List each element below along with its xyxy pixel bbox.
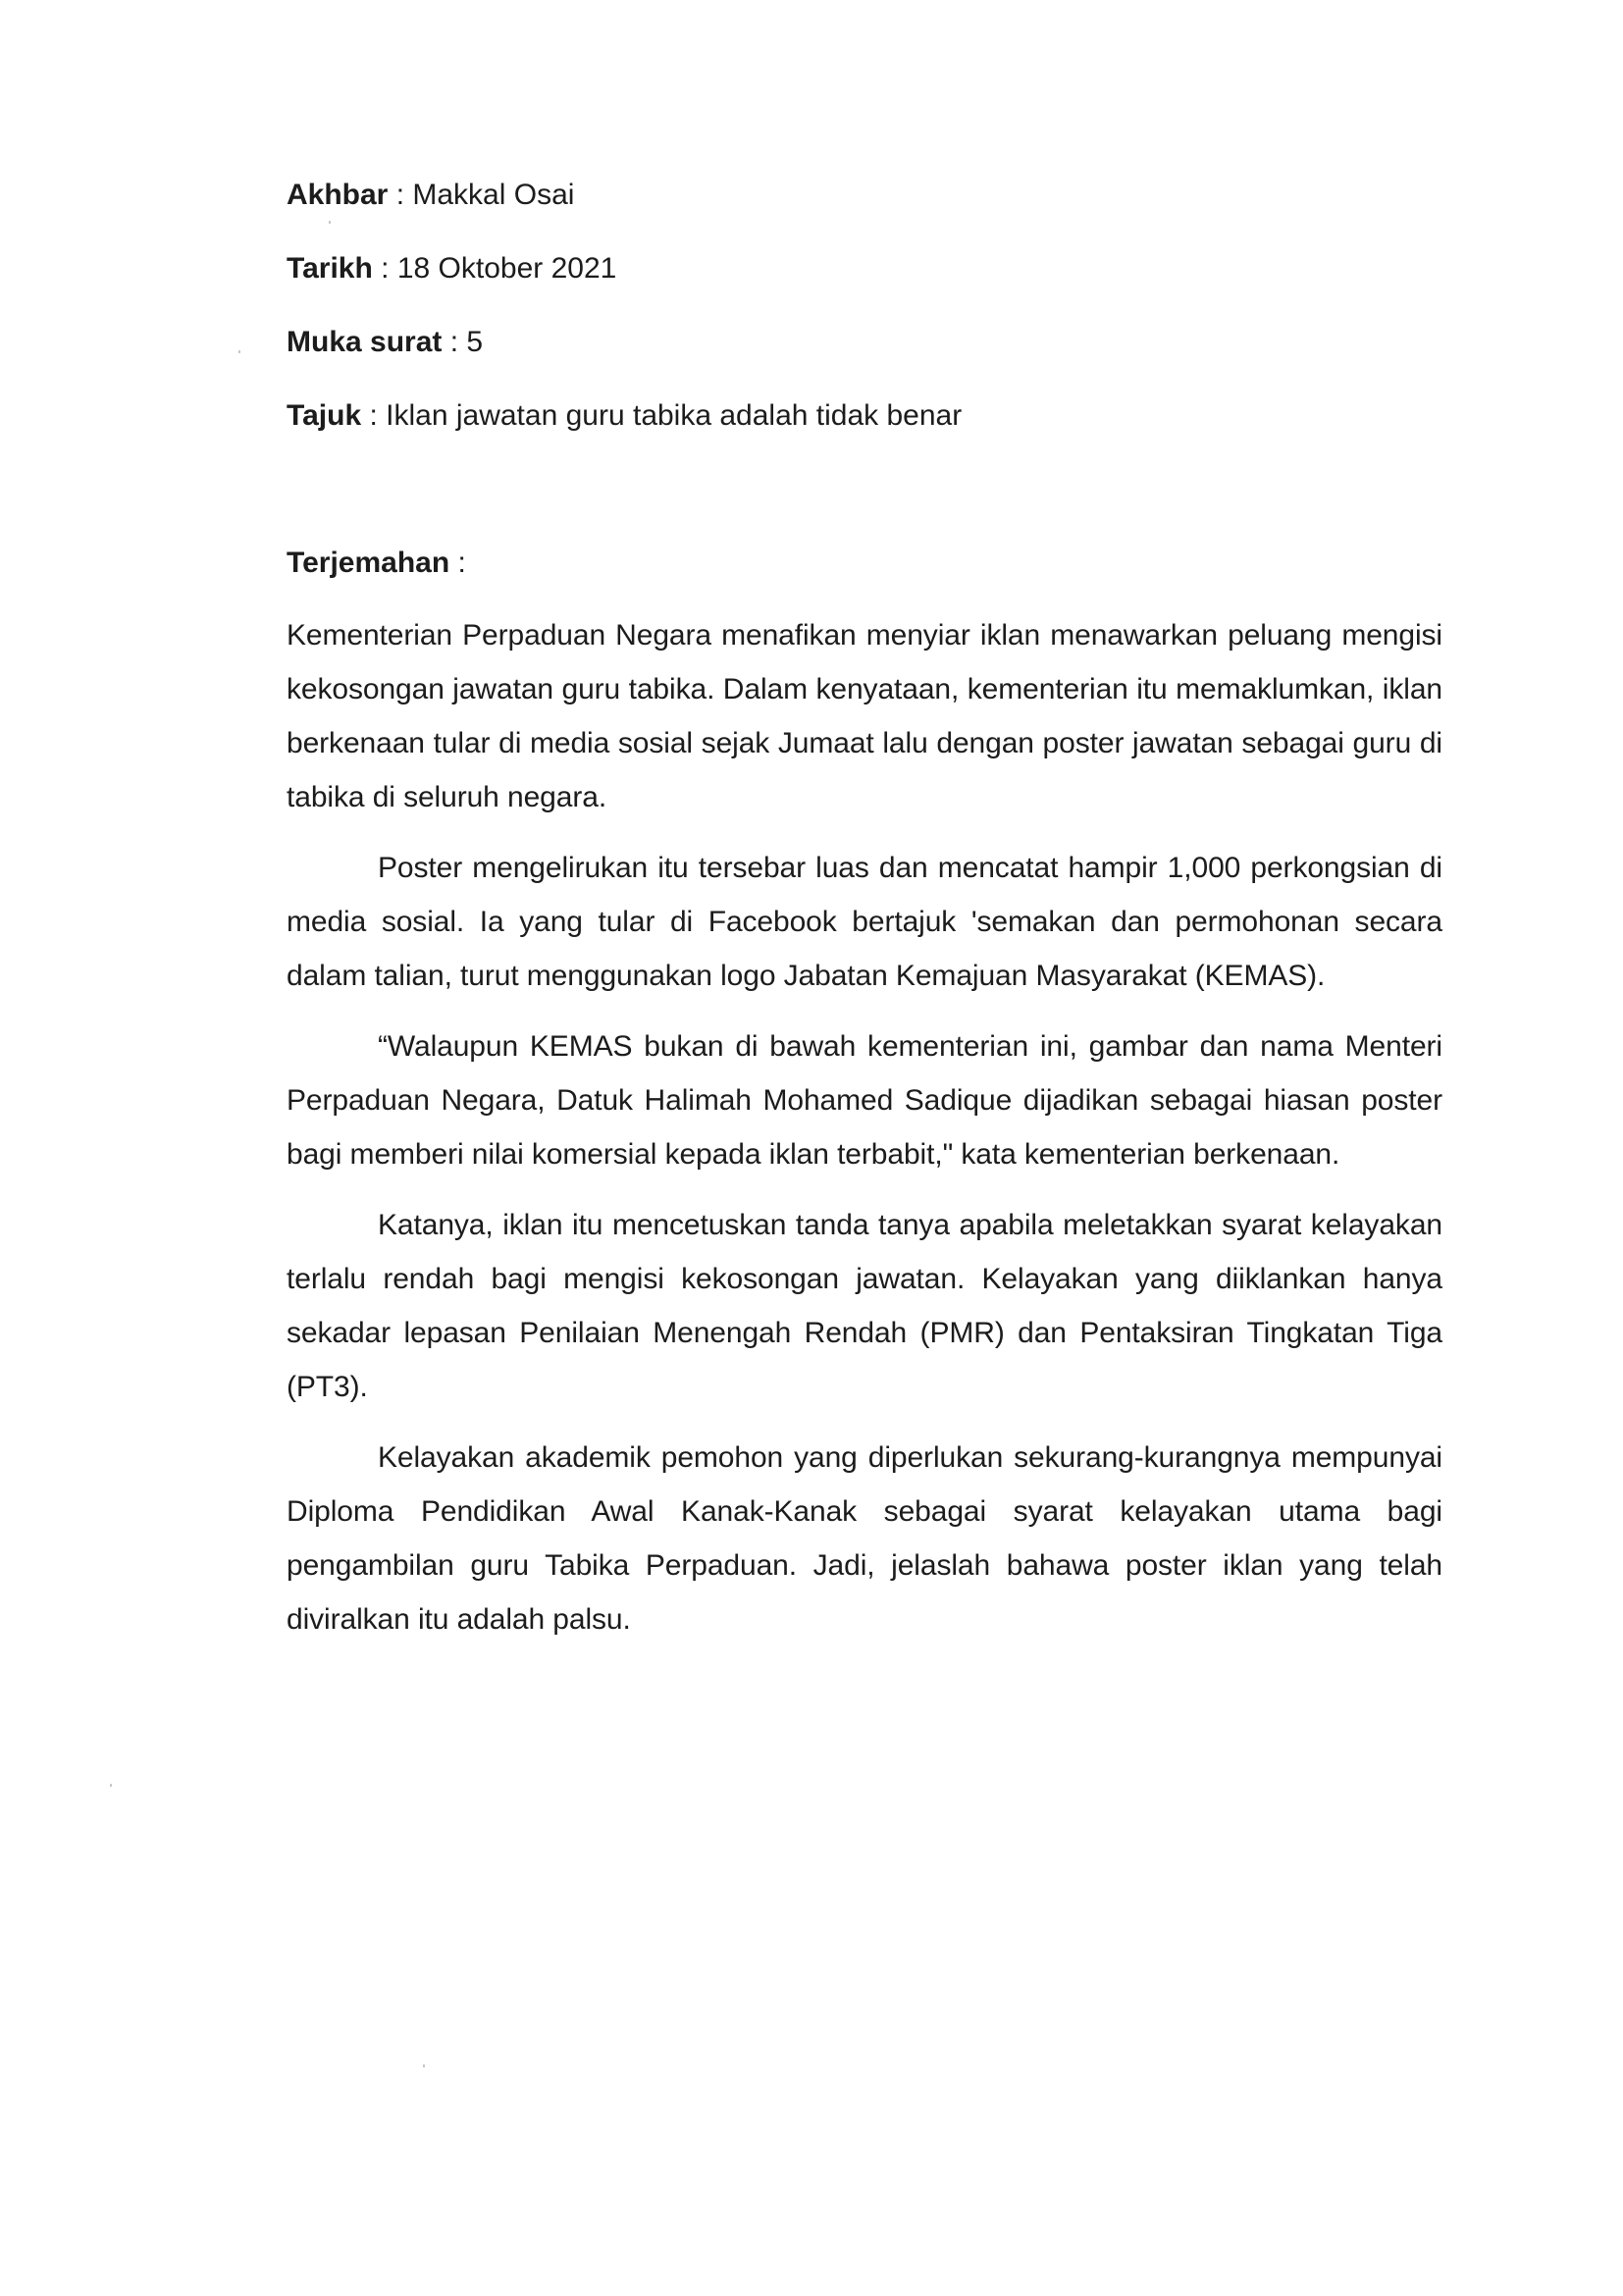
scan-speck <box>110 1784 112 1787</box>
meta-headline-value: Iklan jawatan guru tabika adalah tidak benar <box>386 399 963 432</box>
translation-heading-separator: : <box>449 547 466 579</box>
scan-speck <box>238 350 240 353</box>
meta-separator: : <box>372 252 397 285</box>
meta-page-number-value: 5 <box>466 326 484 358</box>
paragraph: Katanya, iklan itu mencetuskan tanda tanya apabila meletakkan syarat kelayakan terlalu rendah bagi mengisi kekosongan jawatan. Kelayakan yang diiklankan hanya sekadar lepasan Penilaian Menengah Rendah (PMR) dan Pentaksiran Tingkatan Tiga (PT3). <box>287 1209 1442 1403</box>
meta-date <box>287 251 616 287</box>
meta-headline <box>287 398 962 434</box>
meta-separator: : <box>361 399 387 432</box>
meta-date-value: 18 Oktober 2021 <box>396 252 617 285</box>
meta-headline-label: Tajuk <box>287 399 362 432</box>
translation-heading-label: Terjemahan <box>287 547 450 579</box>
scan-speck <box>423 2064 425 2067</box>
paragraph: “Walaupun KEMAS bukan di bawah kementerian ini, gambar dan nama Menteri Perpaduan Negara, Datuk Halimah Mohamed Sadique dijadikan sebagai hiasan poster bagi memberi nilai komersial kepada iklan terbabit," kata kementerian berkenaan. <box>287 1030 1442 1171</box>
paragraph: Kementerian Perpaduan Negara menafikan menyiar iklan menawarkan peluang mengisi kekosongan jawatan guru tabika. Dalam kenyataan, kementerian itu memaklumkan, iklan berkenaan tular di media sosial sejak Jumaat lalu dengan poster jawatan sebagai guru di tabika di seluruh negara. <box>287 619 1442 813</box>
meta-separator: : <box>388 179 413 211</box>
translation-heading <box>287 546 466 581</box>
meta-date-label: Tarikh <box>287 252 373 285</box>
meta-newspaper <box>287 178 574 213</box>
scan-speck <box>329 221 331 224</box>
paragraph: Poster mengelirukan itu tersebar luas dan mencatat hampir 1,000 perkongsian di media sosial. Ia yang tular di Facebook bertajuk 'semakan dan permohonan secara dalam talian, turut menggunakan logo Jabatan Kemajuan Masyarakat (KEMAS). <box>287 852 1442 992</box>
meta-separator: : <box>442 326 467 358</box>
translation-body <box>287 608 1442 1663</box>
paragraph: Kelayakan akademik pemohon yang diperlukan sekurang-kurangnya mempunyai Diploma Pendidikan Awal Kanak-Kanak sebagai syarat kelayakan utama bagi pengambilan guru Tabika Perpaduan. Jadi, jelaslah bahawa poster iklan yang telah diviralkan itu adalah palsu. <box>287 1441 1442 1636</box>
meta-page-number <box>287 325 483 360</box>
meta-newspaper-value: Makkal Osai <box>412 179 575 211</box>
meta-newspaper-label: Akhbar <box>287 179 389 211</box>
meta-page-number-label: Muka surat <box>287 326 443 358</box>
